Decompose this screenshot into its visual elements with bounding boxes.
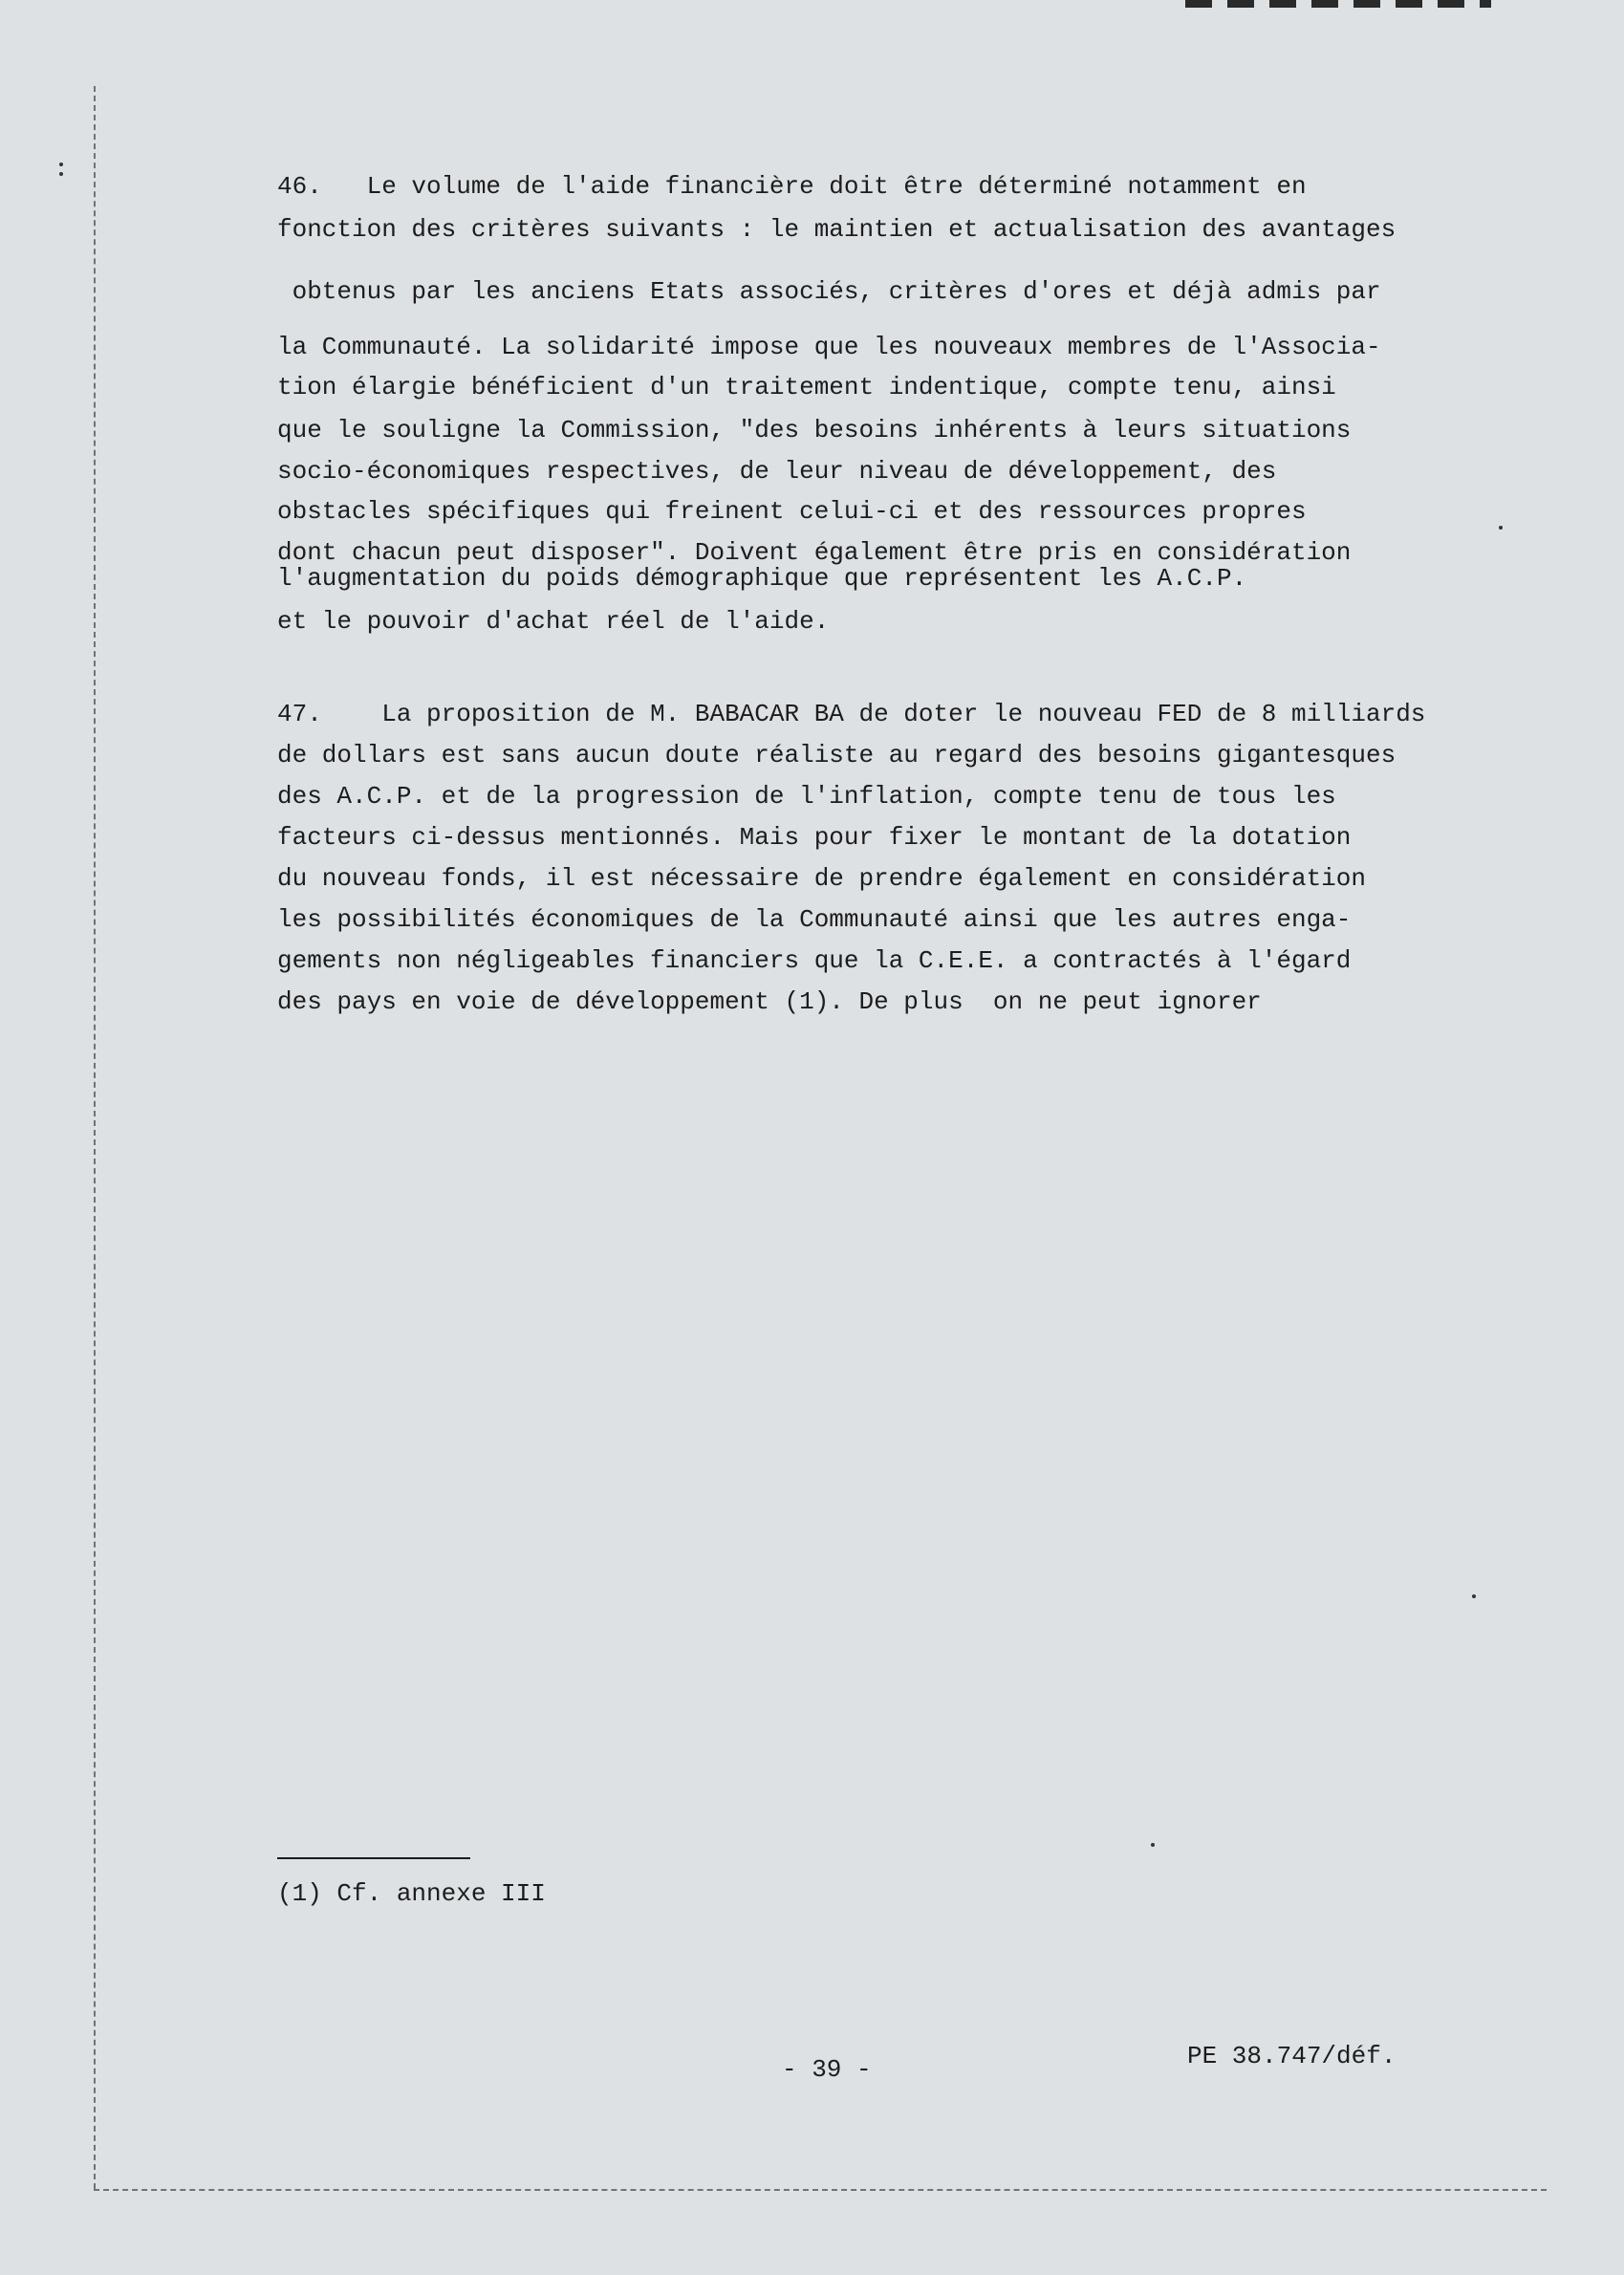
text-line: tion élargie bénéficient d'un traitement indentique, compte tenu, ainsi [277, 373, 1336, 401]
text-line: gements non négligeables financiers que la C.E.E. a contractés à l'égard [277, 946, 1352, 975]
text-line: la Communauté. La solidarité impose que les nouveaux membres de l'Associa- [277, 333, 1381, 361]
top-edge-mark [1185, 0, 1491, 8]
margin-speck [59, 172, 63, 176]
text-line: socio-économiques respectives, de leur niveau de développement, des [277, 457, 1277, 486]
text-line: de dollars est sans aucun doute réaliste au regard des besoins gigantesques [277, 741, 1397, 769]
text-line: que le souligne la Commission, "des besoins inhérents à leurs situations [277, 416, 1352, 444]
page-number: - 39 - [782, 2055, 872, 2084]
page-speck [1151, 1843, 1155, 1847]
margin-speck [59, 162, 63, 166]
page-speck [1472, 1594, 1476, 1598]
text-line: l'augmentation du poids démographique que représentent les A.C.P. [277, 564, 1247, 593]
text-line: du nouveau fonds, il est nécessaire de prendre également en considération [277, 864, 1366, 893]
text-line: les possibilités économiques de la Communauté ainsi que les autres enga- [277, 905, 1352, 934]
bottom-margin-line [94, 2189, 1547, 2191]
text-line: des pays en voie de développement (1). De plus on ne peut ignorer [277, 987, 1262, 1016]
text-line: et le pouvoir d'achat réel de l'aide. [277, 607, 830, 636]
text-line: facteurs ci-dessus mentionnés. Mais pour fixer le montant de la dotation [277, 823, 1352, 852]
text-line: 46. Le volume de l'aide financière doit être déterminé notamment en [277, 172, 1307, 201]
page-speck [1499, 526, 1503, 530]
left-margin-line [94, 86, 96, 2189]
footnote: (1) Cf. annexe III [277, 1879, 546, 1908]
text-line: obtenus par les anciens Etats associés, critères d'ores et déjà admis par [277, 277, 1381, 306]
document-reference: PE 38.747/déf. [1187, 2042, 1397, 2070]
text-line: 47. La proposition de M. BABACAR BA de doter le nouveau FED de 8 milliards [277, 700, 1426, 728]
text-line: obstacles spécifiques qui freinent celui-ci et des ressources propres [277, 497, 1307, 526]
footnote-rule [277, 1857, 470, 1859]
text-line: dont chacun peut disposer". Doivent également être pris en considération [277, 538, 1352, 567]
text-line: fonction des critères suivants : le maintien et actualisation des avantages [277, 215, 1397, 244]
text-line: des A.C.P. et de la progression de l'inflation, compte tenu de tous les [277, 782, 1336, 811]
